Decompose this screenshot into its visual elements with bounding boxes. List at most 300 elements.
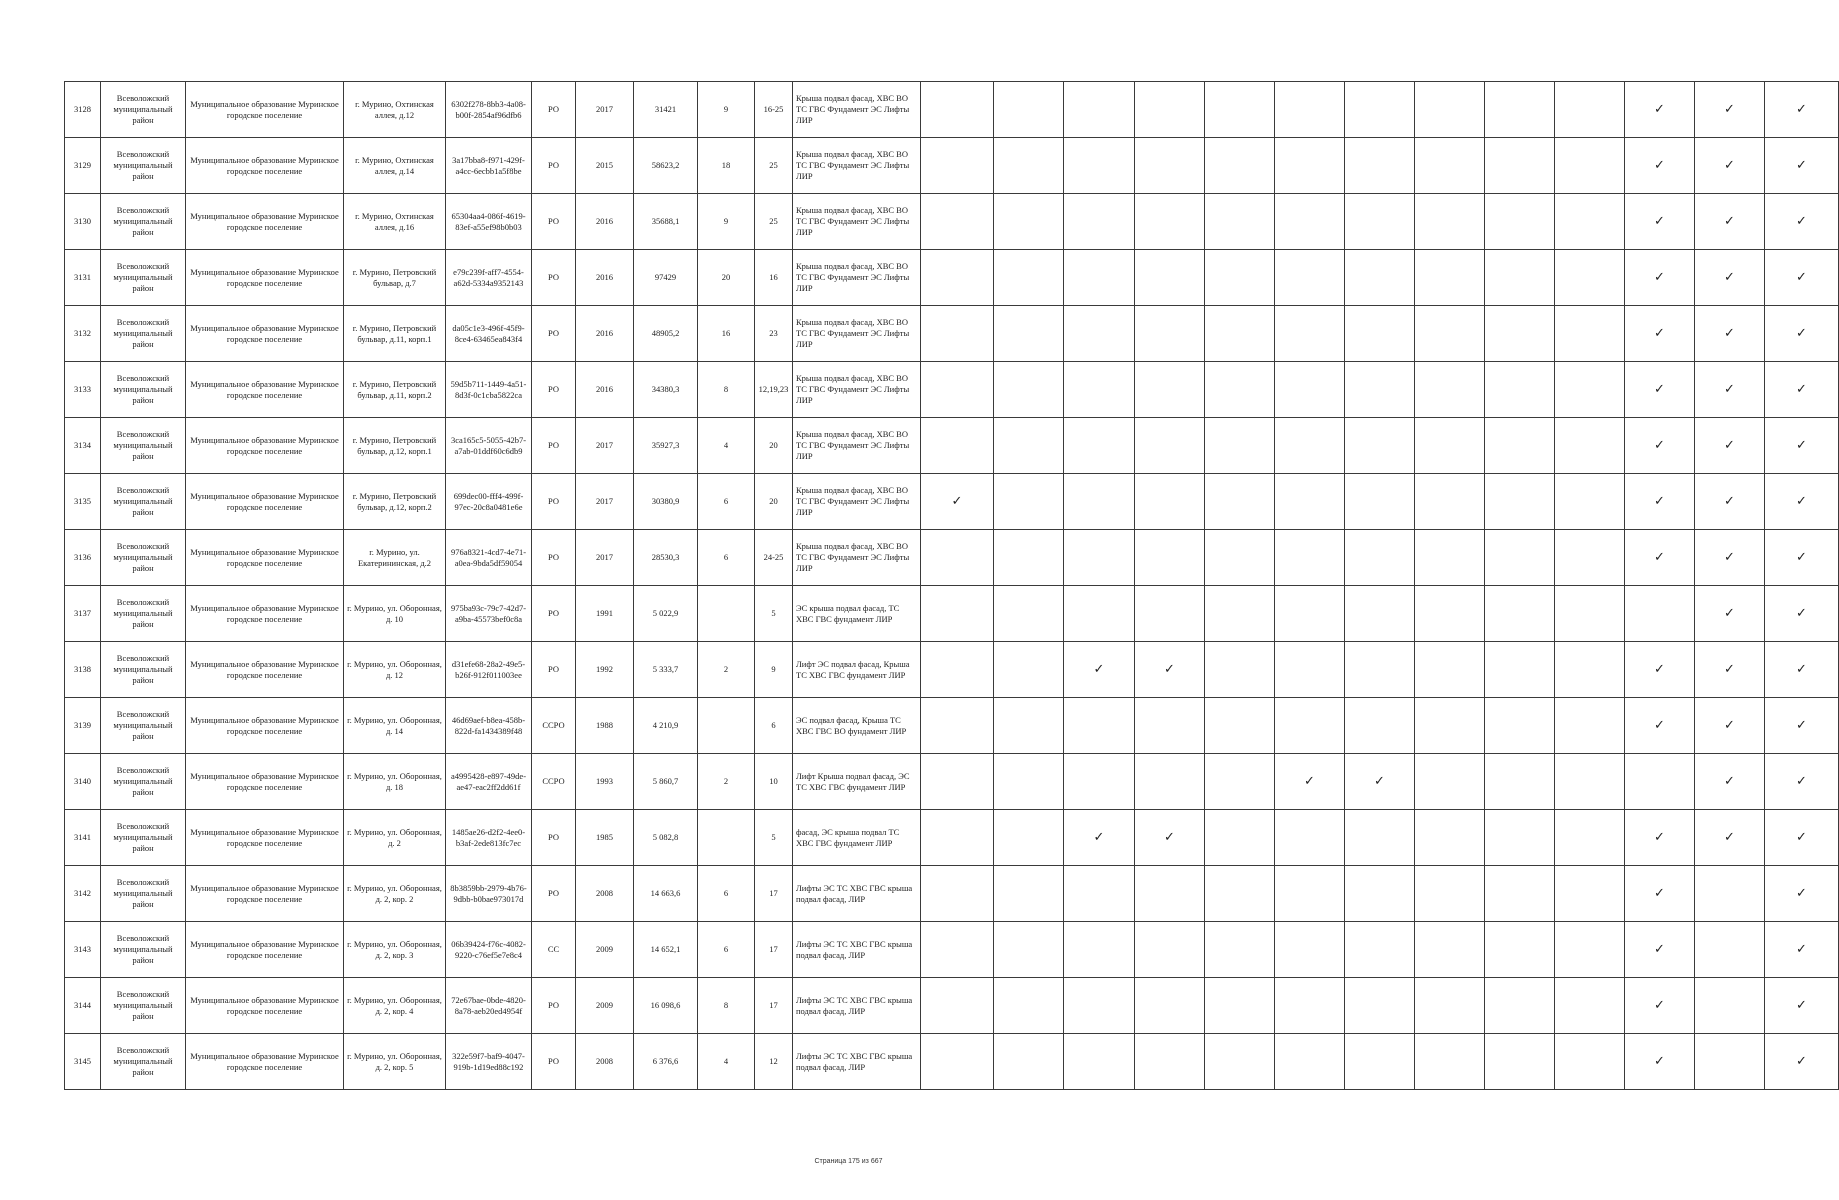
district-cell: Всеволожский муниципальный район bbox=[101, 418, 186, 474]
check-cell bbox=[1345, 642, 1415, 698]
check-cell bbox=[1695, 138, 1765, 194]
check-cell bbox=[1275, 754, 1345, 810]
check-cell bbox=[1765, 922, 1839, 978]
municipality-cell: Муниципальное образование Муринское городское поселение bbox=[186, 418, 344, 474]
address-cell: г. Мурино, ул. Оборонная, д. 10 bbox=[344, 586, 446, 642]
check-cell bbox=[1205, 418, 1275, 474]
check-cell bbox=[1205, 1034, 1275, 1090]
guid-cell: 1485ae26-d2f2-4ee0-b3af-2ede813fc7ec bbox=[446, 810, 532, 866]
year-cell: 2016 bbox=[576, 250, 634, 306]
check-cell bbox=[1555, 82, 1625, 138]
housing-register-table bbox=[64, 81, 1839, 1090]
value-cell: 12,19,23 bbox=[755, 362, 793, 418]
floors-cell: 4 bbox=[698, 418, 755, 474]
district-cell: Всеволожский муниципальный район bbox=[101, 586, 186, 642]
works-cell: ЭС подвал фасад, Крыша ТС ХВС ГВС ВО фундамент ЛИР bbox=[793, 698, 921, 754]
check-mark-icon: ✓ bbox=[1654, 382, 1665, 397]
district-cell: Всеволожский муниципальный район bbox=[101, 82, 186, 138]
guid-cell: e79c239f-aff7-4554-a62d-5334a9352143 bbox=[446, 250, 532, 306]
row-number-cell: 3136 bbox=[65, 530, 101, 586]
check-mark-icon: ✓ bbox=[1796, 270, 1807, 285]
table-row bbox=[65, 194, 1839, 250]
check-cell bbox=[1695, 418, 1765, 474]
check-mark-icon: ✓ bbox=[1796, 550, 1807, 565]
check-mark-icon: ✓ bbox=[1796, 102, 1807, 117]
check-cell bbox=[1555, 138, 1625, 194]
guid-cell: 3ca165c5-5055-42b7-a7ab-01ddf60c6db9 bbox=[446, 418, 532, 474]
check-cell bbox=[1555, 698, 1625, 754]
check-cell bbox=[1205, 922, 1275, 978]
check-mark-icon: ✓ bbox=[1654, 158, 1665, 173]
check-cell bbox=[1205, 586, 1275, 642]
check-cell bbox=[1345, 810, 1415, 866]
check-cell bbox=[1555, 306, 1625, 362]
year-cell: 1991 bbox=[576, 586, 634, 642]
check-cell bbox=[1695, 362, 1765, 418]
check-cell bbox=[1415, 698, 1485, 754]
table-row bbox=[65, 530, 1839, 586]
district-cell: Всеволожский муниципальный район bbox=[101, 138, 186, 194]
row-number-cell: 3145 bbox=[65, 1034, 101, 1090]
guid-cell: da05c1e3-496f-45f9-8ce4-63465ea843f4 bbox=[446, 306, 532, 362]
check-cell bbox=[1765, 418, 1839, 474]
check-cell bbox=[994, 1034, 1064, 1090]
check-cell bbox=[1555, 1034, 1625, 1090]
check-cell bbox=[1555, 978, 1625, 1034]
address-cell: г. Мурино, ул. Оборонная, д. 2, кор. 2 bbox=[344, 866, 446, 922]
check-mark-icon: ✓ bbox=[1796, 158, 1807, 173]
check-cell bbox=[994, 306, 1064, 362]
address-cell: г. Мурино, Петровский бульвар, д.11, корп.1 bbox=[344, 306, 446, 362]
check-cell bbox=[1415, 810, 1485, 866]
district-cell: Всеволожский муниципальный район bbox=[101, 810, 186, 866]
municipality-cell: Муниципальное образование Муринское городское поселение bbox=[186, 698, 344, 754]
year-cell: 2008 bbox=[576, 1034, 634, 1090]
area-cell: 5 333,7 bbox=[634, 642, 698, 698]
check-cell bbox=[1625, 978, 1695, 1034]
check-cell bbox=[1765, 138, 1839, 194]
check-cell bbox=[921, 250, 994, 306]
check-cell bbox=[1415, 978, 1485, 1034]
check-mark-icon: ✓ bbox=[1796, 438, 1807, 453]
check-cell bbox=[1345, 194, 1415, 250]
check-mark-icon: ✓ bbox=[1093, 662, 1105, 677]
table-row bbox=[65, 866, 1839, 922]
district-cell: Всеволожский муниципальный район bbox=[101, 698, 186, 754]
check-cell bbox=[1064, 754, 1135, 810]
table-row bbox=[65, 642, 1839, 698]
check-cell bbox=[1205, 82, 1275, 138]
check-mark-icon: ✓ bbox=[1724, 438, 1735, 453]
check-cell bbox=[1485, 82, 1555, 138]
guid-cell: 06b39424-f76c-4082-9220-c76ef5e7e8c4 bbox=[446, 922, 532, 978]
municipality-cell: Муниципальное образование Муринское городское поселение bbox=[186, 250, 344, 306]
check-cell bbox=[1485, 978, 1555, 1034]
check-cell bbox=[1485, 698, 1555, 754]
check-cell bbox=[1205, 698, 1275, 754]
works-cell: Лифты ЭС ТС ХВС ГВС крыша подвал фасад, ЛИР bbox=[793, 922, 921, 978]
check-cell bbox=[1695, 642, 1765, 698]
status-cell: РО bbox=[532, 250, 576, 306]
floors-cell: 16 bbox=[698, 306, 755, 362]
check-cell bbox=[1064, 698, 1135, 754]
floors-cell: 6 bbox=[698, 866, 755, 922]
check-cell bbox=[1275, 642, 1345, 698]
check-cell bbox=[1064, 418, 1135, 474]
municipality-cell: Муниципальное образование Муринское городское поселение bbox=[186, 530, 344, 586]
address-cell: г. Мурино, Петровский бульвар, д.12, корп.2 bbox=[344, 474, 446, 530]
area-cell: 34380,3 bbox=[634, 362, 698, 418]
check-cell bbox=[1765, 82, 1839, 138]
check-mark-icon: ✓ bbox=[1654, 998, 1665, 1013]
value-cell: 23 bbox=[755, 306, 793, 362]
works-cell: Лифт Крыша подвал фасад, ЭС ТС ХВС ГВС фундамент ЛИР bbox=[793, 754, 921, 810]
guid-cell: 65304aa4-086f-4619-83ef-a55ef98b0b03 bbox=[446, 194, 532, 250]
check-cell bbox=[1275, 138, 1345, 194]
check-cell bbox=[921, 586, 994, 642]
address-cell: г. Мурино, Охтинская аллея, д.16 bbox=[344, 194, 446, 250]
check-cell bbox=[1695, 474, 1765, 530]
check-mark-icon: ✓ bbox=[1796, 830, 1807, 845]
area-cell: 16 098,6 bbox=[634, 978, 698, 1034]
guid-cell: 8b3859bb-2979-4b76-9dbb-b0bae973017d bbox=[446, 866, 532, 922]
table-row bbox=[65, 810, 1839, 866]
row-number-cell: 3134 bbox=[65, 418, 101, 474]
check-cell bbox=[1135, 698, 1205, 754]
check-cell bbox=[1485, 250, 1555, 306]
status-cell: РО bbox=[532, 810, 576, 866]
table-row bbox=[65, 978, 1839, 1034]
check-mark-icon: ✓ bbox=[1654, 718, 1665, 733]
district-cell: Всеволожский муниципальный район bbox=[101, 922, 186, 978]
status-cell: РО bbox=[532, 194, 576, 250]
guid-cell: 72e67bae-0bde-4820-8a78-aeb20ed4954f bbox=[446, 978, 532, 1034]
year-cell: 1985 bbox=[576, 810, 634, 866]
address-cell: г. Мурино, Петровский бульвар, д.7 bbox=[344, 250, 446, 306]
municipality-cell: Муниципальное образование Муринское городское поселение bbox=[186, 138, 344, 194]
check-cell bbox=[1625, 194, 1695, 250]
check-cell bbox=[1345, 698, 1415, 754]
value-cell: 12 bbox=[755, 1034, 793, 1090]
check-cell bbox=[1135, 418, 1205, 474]
area-cell: 6 376,6 bbox=[634, 1034, 698, 1090]
check-cell bbox=[1345, 250, 1415, 306]
year-cell: 2009 bbox=[576, 922, 634, 978]
check-mark-icon: ✓ bbox=[1796, 998, 1807, 1013]
municipality-cell: Муниципальное образование Муринское городское поселение bbox=[186, 922, 344, 978]
check-cell bbox=[1765, 530, 1839, 586]
check-cell bbox=[1625, 698, 1695, 754]
check-cell bbox=[1765, 698, 1839, 754]
check-cell bbox=[1205, 194, 1275, 250]
check-cell bbox=[1345, 82, 1415, 138]
check-cell bbox=[1205, 362, 1275, 418]
area-cell: 5 082,8 bbox=[634, 810, 698, 866]
check-mark-icon: ✓ bbox=[1796, 1054, 1807, 1069]
year-cell: 2017 bbox=[576, 530, 634, 586]
address-cell: г. Мурино, ул. Екатерининская, д.2 bbox=[344, 530, 446, 586]
status-cell: РО bbox=[532, 138, 576, 194]
check-cell bbox=[1625, 474, 1695, 530]
district-cell: Всеволожский муниципальный район bbox=[101, 978, 186, 1034]
floors-cell: 6 bbox=[698, 474, 755, 530]
works-cell: Лифт ЭС подвал фасад, Крыша ТС ХВС ГВС фундамент ЛИР bbox=[793, 642, 921, 698]
check-cell bbox=[1135, 922, 1205, 978]
check-cell bbox=[1135, 978, 1205, 1034]
check-mark-icon: ✓ bbox=[1796, 886, 1807, 901]
check-cell bbox=[1555, 530, 1625, 586]
check-cell bbox=[921, 1034, 994, 1090]
check-cell bbox=[1765, 642, 1839, 698]
check-cell bbox=[1415, 1034, 1485, 1090]
check-cell bbox=[994, 530, 1064, 586]
check-mark-icon: ✓ bbox=[1724, 382, 1735, 397]
check-cell bbox=[994, 362, 1064, 418]
district-cell: Всеволожский муниципальный район bbox=[101, 754, 186, 810]
table-row bbox=[65, 250, 1839, 306]
address-cell: г. Мурино, ул. Оборонная, д. 2 bbox=[344, 810, 446, 866]
address-cell: г. Мурино, Охтинская аллея, д.14 bbox=[344, 138, 446, 194]
check-cell bbox=[1555, 586, 1625, 642]
check-mark-icon: ✓ bbox=[1724, 830, 1735, 845]
check-cell bbox=[1555, 866, 1625, 922]
check-cell bbox=[1135, 642, 1205, 698]
check-mark-icon: ✓ bbox=[1164, 662, 1175, 677]
check-cell bbox=[1485, 194, 1555, 250]
check-cell bbox=[1064, 586, 1135, 642]
floors-cell: 9 bbox=[698, 194, 755, 250]
check-cell bbox=[1275, 922, 1345, 978]
check-cell bbox=[1485, 642, 1555, 698]
check-cell bbox=[1135, 586, 1205, 642]
check-cell bbox=[1135, 306, 1205, 362]
value-cell: 6 bbox=[755, 698, 793, 754]
check-cell bbox=[1345, 474, 1415, 530]
table-row bbox=[65, 138, 1839, 194]
check-cell bbox=[1695, 586, 1765, 642]
address-cell: г. Мурино, ул. Оборонная, д. 2, кор. 3 bbox=[344, 922, 446, 978]
check-mark-icon: ✓ bbox=[1796, 382, 1807, 397]
year-cell: 2017 bbox=[576, 82, 634, 138]
check-cell bbox=[1695, 698, 1765, 754]
works-cell: Крыша подвал фасад, ХВС ВО ТС ГВС Фундамент ЭС Лифты ЛИР bbox=[793, 530, 921, 586]
table-row bbox=[65, 418, 1839, 474]
check-mark-icon: ✓ bbox=[1654, 270, 1665, 285]
check-cell bbox=[921, 82, 994, 138]
status-cell: РО bbox=[532, 418, 576, 474]
status-cell: РО bbox=[532, 306, 576, 362]
check-cell bbox=[1765, 1034, 1839, 1090]
check-cell bbox=[1695, 754, 1765, 810]
check-cell bbox=[994, 866, 1064, 922]
check-cell bbox=[1555, 754, 1625, 810]
address-cell: г. Мурино, ул. Оборонная, д. 2, кор. 5 bbox=[344, 1034, 446, 1090]
check-cell bbox=[1205, 250, 1275, 306]
municipality-cell: Муниципальное образование Муринское городское поселение bbox=[186, 586, 344, 642]
check-cell bbox=[1064, 978, 1135, 1034]
area-cell: 14 663,6 bbox=[634, 866, 698, 922]
row-number-cell: 3144 bbox=[65, 978, 101, 1034]
check-cell bbox=[921, 754, 994, 810]
check-cell bbox=[1345, 586, 1415, 642]
check-cell bbox=[1135, 138, 1205, 194]
check-cell bbox=[1135, 810, 1205, 866]
check-cell bbox=[1415, 82, 1485, 138]
municipality-cell: Муниципальное образование Муринское городское поселение bbox=[186, 810, 344, 866]
row-number-cell: 3142 bbox=[65, 866, 101, 922]
guid-cell: 322e59f7-baf9-4047-919b-1d19ed88c192 bbox=[446, 1034, 532, 1090]
check-cell bbox=[1415, 866, 1485, 922]
row-number-cell: 3138 bbox=[65, 642, 101, 698]
page-number-footer: Страница 175 из 667 bbox=[814, 1158, 883, 1165]
check-cell bbox=[1415, 250, 1485, 306]
works-cell: Крыша подвал фасад, ХВС ВО ТС ГВС Фундамент ЭС Лифты ЛИР bbox=[793, 362, 921, 418]
address-cell: г. Мурино, Петровский бульвар, д.11, корп.2 bbox=[344, 362, 446, 418]
check-cell bbox=[1064, 1034, 1135, 1090]
check-cell bbox=[921, 474, 994, 530]
floors-cell bbox=[698, 810, 755, 866]
check-mark-icon: ✓ bbox=[1654, 102, 1665, 117]
year-cell: 2009 bbox=[576, 978, 634, 1034]
status-cell: СС bbox=[532, 922, 576, 978]
check-cell bbox=[921, 810, 994, 866]
municipality-cell: Муниципальное образование Муринское городское поселение bbox=[186, 362, 344, 418]
area-cell: 97429 bbox=[634, 250, 698, 306]
year-cell: 1988 bbox=[576, 698, 634, 754]
check-mark-icon: ✓ bbox=[1654, 1054, 1665, 1069]
value-cell: 17 bbox=[755, 978, 793, 1034]
status-cell: РО bbox=[532, 474, 576, 530]
check-cell bbox=[1345, 978, 1415, 1034]
status-cell: РО bbox=[532, 866, 576, 922]
municipality-cell: Муниципальное образование Муринское городское поселение bbox=[186, 306, 344, 362]
year-cell: 2017 bbox=[576, 418, 634, 474]
check-cell bbox=[1064, 194, 1135, 250]
check-cell bbox=[1485, 138, 1555, 194]
check-cell bbox=[1064, 250, 1135, 306]
check-cell bbox=[1765, 978, 1839, 1034]
check-cell bbox=[1625, 754, 1695, 810]
district-cell: Всеволожский муниципальный район bbox=[101, 1034, 186, 1090]
district-cell: Всеволожский муниципальный район bbox=[101, 474, 186, 530]
works-cell: фасад, ЭС крыша подвал ТС ХВС ГВС фундамент ЛИР bbox=[793, 810, 921, 866]
check-cell bbox=[1135, 362, 1205, 418]
year-cell: 2016 bbox=[576, 194, 634, 250]
check-cell bbox=[994, 474, 1064, 530]
check-cell bbox=[921, 418, 994, 474]
area-cell: 4 210,9 bbox=[634, 698, 698, 754]
guid-cell: d31efe68-28a2-49e5-b26f-912f011003ee bbox=[446, 642, 532, 698]
address-cell: г. Мурино, Петровский бульвар, д.12, корп.1 bbox=[344, 418, 446, 474]
floors-cell: 6 bbox=[698, 530, 755, 586]
works-cell: Крыша подвал фасад, ХВС ВО ТС ГВС Фундамент ЭС Лифты ЛИР bbox=[793, 250, 921, 306]
status-cell: РО bbox=[532, 978, 576, 1034]
row-number-cell: 3130 bbox=[65, 194, 101, 250]
check-mark-icon: ✓ bbox=[1724, 214, 1735, 229]
check-cell bbox=[1064, 530, 1135, 586]
check-cell bbox=[1695, 978, 1765, 1034]
check-cell bbox=[1275, 306, 1345, 362]
check-cell bbox=[1555, 250, 1625, 306]
check-cell bbox=[921, 642, 994, 698]
check-cell bbox=[1555, 474, 1625, 530]
works-cell: Крыша подвал фасад, ХВС ВО ТС ГВС Фундамент ЭС Лифты ЛИР bbox=[793, 474, 921, 530]
value-cell: 5 bbox=[755, 810, 793, 866]
check-cell bbox=[1765, 306, 1839, 362]
check-mark-icon: ✓ bbox=[1724, 662, 1735, 677]
check-mark-icon: ✓ bbox=[1796, 606, 1807, 621]
check-cell bbox=[1415, 642, 1485, 698]
check-cell bbox=[1205, 530, 1275, 586]
check-cell bbox=[994, 922, 1064, 978]
check-mark-icon: ✓ bbox=[1654, 438, 1665, 453]
check-cell bbox=[1625, 418, 1695, 474]
check-cell bbox=[1695, 922, 1765, 978]
check-cell bbox=[1205, 754, 1275, 810]
check-cell bbox=[1275, 810, 1345, 866]
municipality-cell: Муниципальное образование Муринское городское поселение bbox=[186, 82, 344, 138]
address-cell: г. Мурино, Охтинская аллея, д.12 bbox=[344, 82, 446, 138]
row-number-cell: 3143 bbox=[65, 922, 101, 978]
check-mark-icon: ✓ bbox=[1374, 774, 1385, 789]
check-cell bbox=[1415, 530, 1485, 586]
check-cell bbox=[994, 138, 1064, 194]
guid-cell: 59d5b711-1449-4a51-8d3f-0c1cba5822ca bbox=[446, 362, 532, 418]
works-cell: Лифты ЭС ТС ХВС ГВС крыша подвал фасад, ЛИР bbox=[793, 1034, 921, 1090]
status-cell: РО bbox=[532, 586, 576, 642]
check-cell bbox=[1415, 754, 1485, 810]
check-cell bbox=[1695, 866, 1765, 922]
check-mark-icon: ✓ bbox=[1304, 774, 1315, 789]
value-cell: 20 bbox=[755, 418, 793, 474]
check-cell bbox=[994, 418, 1064, 474]
check-cell bbox=[921, 698, 994, 754]
value-cell: 25 bbox=[755, 194, 793, 250]
check-cell bbox=[1275, 698, 1345, 754]
floors-cell bbox=[698, 698, 755, 754]
check-cell bbox=[1625, 306, 1695, 362]
check-mark-icon: ✓ bbox=[951, 494, 963, 509]
status-cell: ССРО bbox=[532, 754, 576, 810]
check-cell bbox=[1485, 586, 1555, 642]
check-cell bbox=[1625, 810, 1695, 866]
district-cell: Всеволожский муниципальный район bbox=[101, 250, 186, 306]
guid-cell: 975ba93c-79c7-42d7-a9ba-45573bef0c8a bbox=[446, 586, 532, 642]
table-row bbox=[65, 1034, 1839, 1090]
check-cell bbox=[1135, 866, 1205, 922]
check-cell bbox=[994, 250, 1064, 306]
check-cell bbox=[1415, 922, 1485, 978]
check-cell bbox=[1485, 362, 1555, 418]
row-number-cell: 3133 bbox=[65, 362, 101, 418]
check-cell bbox=[1345, 530, 1415, 586]
year-cell: 1992 bbox=[576, 642, 634, 698]
check-cell bbox=[1275, 82, 1345, 138]
check-cell bbox=[1555, 194, 1625, 250]
address-cell: г. Мурино, ул. Оборонная, д. 12 bbox=[344, 642, 446, 698]
check-cell bbox=[1205, 138, 1275, 194]
works-cell: Крыша подвал фасад, ХВС ВО ТС ГВС Фундамент ЭС Лифты ЛИР bbox=[793, 194, 921, 250]
check-cell bbox=[921, 530, 994, 586]
check-cell bbox=[1205, 866, 1275, 922]
check-mark-icon: ✓ bbox=[1724, 606, 1735, 621]
check-cell bbox=[1415, 194, 1485, 250]
check-mark-icon: ✓ bbox=[1724, 158, 1735, 173]
municipality-cell: Муниципальное образование Муринское городское поселение bbox=[186, 866, 344, 922]
address-cell: г. Мурино, ул. Оборонная, д. 14 bbox=[344, 698, 446, 754]
address-cell: г. Мурино, ул. Оборонная, д. 2, кор. 4 bbox=[344, 978, 446, 1034]
guid-cell: a4995428-e897-49de-ae47-eac2ff2dd61f bbox=[446, 754, 532, 810]
